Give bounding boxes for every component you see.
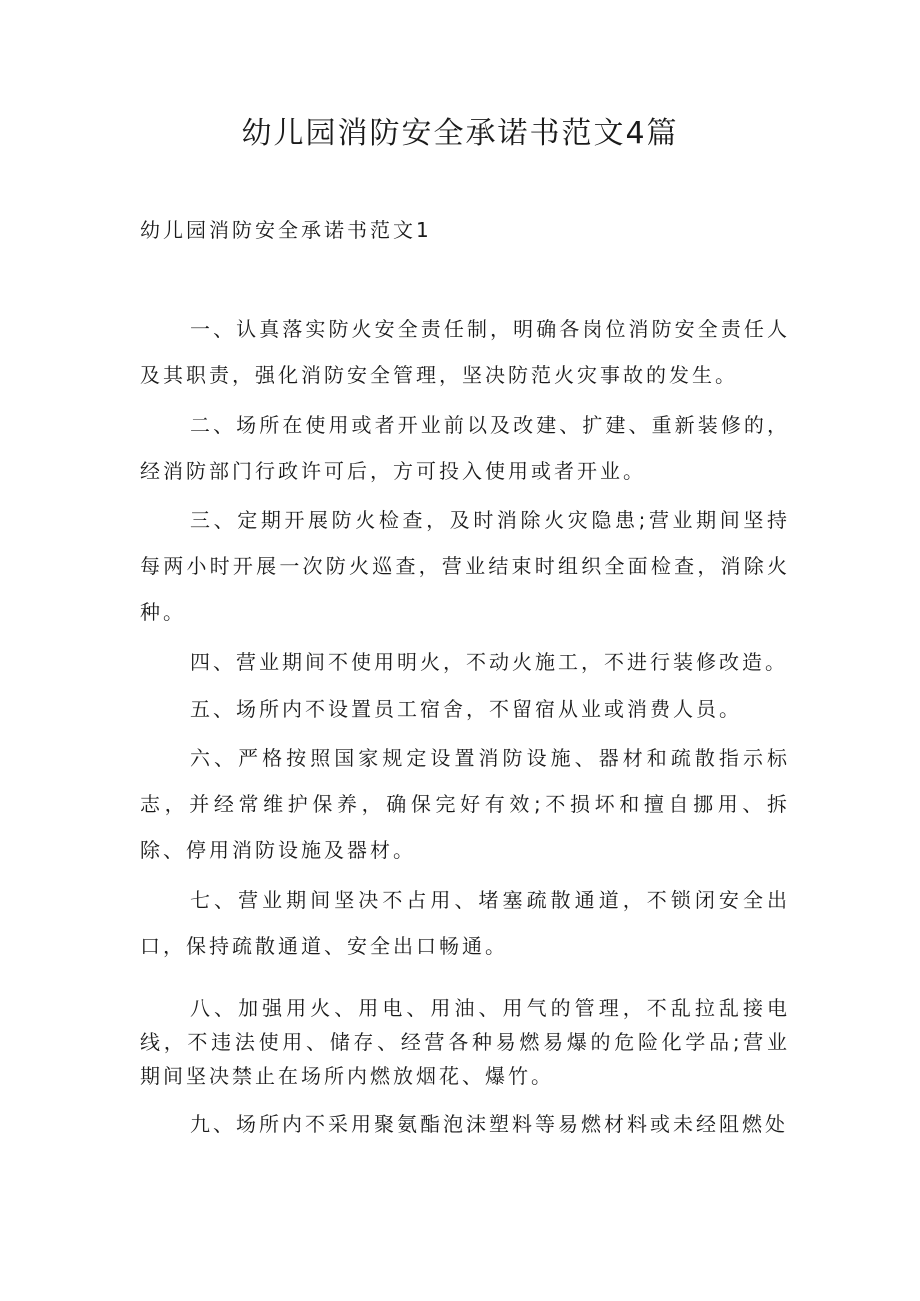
paragraph-6: 六、严格按照国家规定设置消防设施、器材和疏散指示标志，并经常维护保养，确保完好有效;不损坏和擅自挪用、拆除、停用消防设施及器材。	[140, 746, 790, 862]
paragraph-7: 七、营业期间坚决不占用、堵塞疏散通道，不锁闭安全出口，保持疏散通道、安全出口畅通。	[140, 888, 790, 958]
paragraph-2: 二、场所在使用或者开业前以及改建、扩建、重新装修的，经消防部门行政许可后，方可投入使用或者开业。	[140, 413, 790, 483]
paragraph-9: 九、场所内不采用聚氨酯泡沫塑料等易燃材料或未经阻燃处	[190, 1112, 788, 1136]
paragraph-3: 三、定期开展防火检查，及时消除火灾隐患;营业期间坚持每两小时开展一次防火巡查，营业结束时组织全面检查，消除火种。	[140, 508, 790, 624]
paragraph-5: 五、场所内不设置员工宿舍，不留宿从业或消费人员。	[190, 697, 742, 721]
paragraph-4: 四、营业期间不使用明火，不动火施工，不进行装修改造。	[190, 650, 788, 674]
paragraph-1: 一、认真落实防火安全责任制，明确各岗位消防安全责任人及其职责，强化消防安全管理，坚决防范火灾事故的发生。	[140, 317, 790, 387]
paragraph-8: 八、加强用火、用电、用油、用气的管理，不乱拉乱接电线，不违法使用、储存、经营各种易燃易爆的危险化学品;营业期间坚决禁止在场所内燃放烟花、爆竹。	[140, 996, 790, 1088]
document-title: 幼儿园消防安全承诺书范文4篇	[241, 116, 679, 151]
section-heading: 幼儿园消防安全承诺书范文1	[140, 218, 432, 242]
